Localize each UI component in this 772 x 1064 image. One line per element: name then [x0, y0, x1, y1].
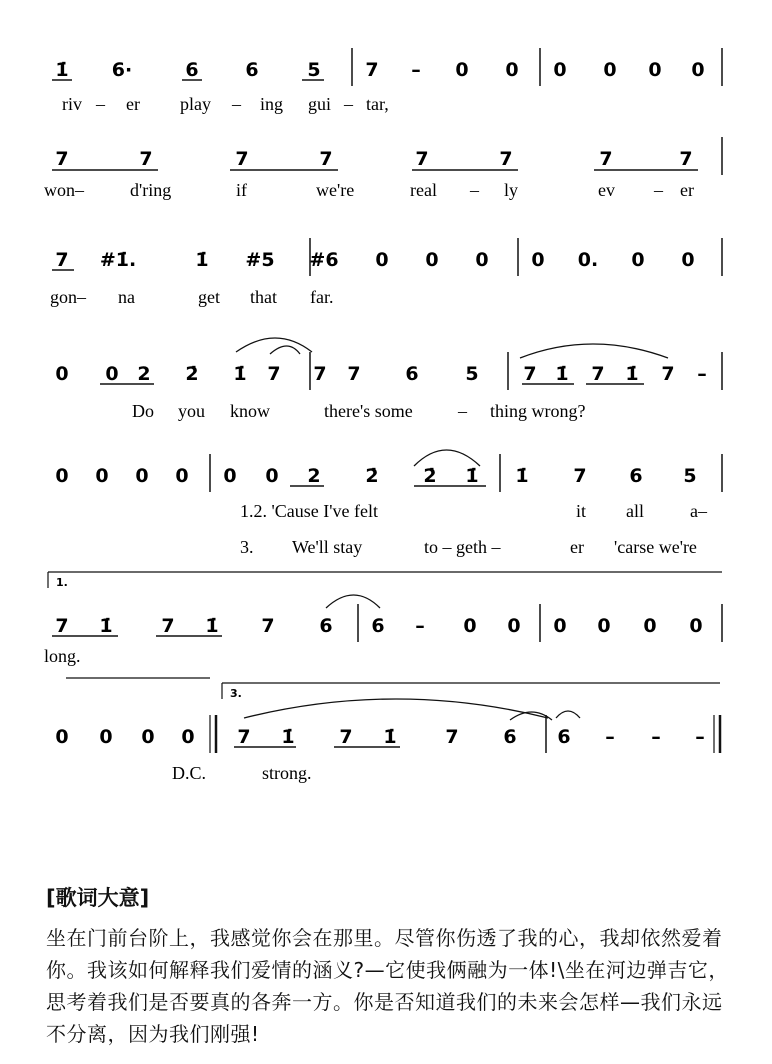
- lyric: 'carse we're: [614, 537, 697, 557]
- note: 6: [629, 465, 643, 487]
- note: –: [415, 615, 425, 637]
- note: 7: [237, 726, 251, 748]
- note: 1̇: [55, 59, 69, 81]
- lyrics-translation: 坐在门前台阶上，我感觉你会在那里。尽管你伤透了我的心，我却依然爱着你。我该如何解释我们爱情的涵义?—它使我俩融为一体!\坐在河边弹吉它，思考着我们是否要真的各奔一方。你是否知道我们的未来会怎样—我们永远不分离，因为我们刚强!: [46, 926, 729, 1046]
- note: #5: [245, 249, 275, 271]
- note: 6: [185, 59, 199, 81]
- note: 0: [141, 726, 155, 748]
- slur: [520, 344, 668, 358]
- note: 1̇: [195, 249, 209, 271]
- lyric: a–: [690, 501, 707, 521]
- lyric: know: [230, 401, 270, 421]
- note: 0: [531, 249, 545, 271]
- note: 7: [261, 615, 275, 637]
- note: 6: [405, 363, 419, 385]
- note: 6: [557, 726, 571, 748]
- note: 5: [683, 465, 697, 487]
- lyric: –: [96, 94, 105, 114]
- lyric: real: [410, 180, 437, 200]
- lyric: 1.2. 'Cause I've felt: [240, 501, 378, 521]
- note: 1̇: [383, 726, 397, 748]
- lyric: long.: [44, 646, 81, 666]
- note: 7: [339, 726, 353, 748]
- lyric: it: [576, 501, 587, 521]
- note: #6: [309, 249, 339, 271]
- note: 0: [463, 615, 477, 637]
- note: 0: [55, 363, 69, 385]
- lyric: tar,: [366, 94, 389, 114]
- note: –: [651, 726, 661, 748]
- note: 0: [507, 615, 521, 637]
- lyric: –: [232, 94, 241, 114]
- note: 0: [375, 249, 389, 271]
- note: 7: [661, 363, 675, 385]
- lyric: if: [236, 180, 247, 200]
- note: 0: [99, 726, 113, 748]
- lyric: that: [250, 287, 277, 307]
- note: 0: [95, 465, 109, 487]
- slur: [244, 699, 548, 718]
- slur: [556, 711, 580, 718]
- note: –: [697, 363, 707, 385]
- note: 0: [455, 59, 469, 81]
- lyric: –: [344, 94, 353, 114]
- note: 1̇: [515, 465, 529, 487]
- note: 7: [599, 148, 613, 170]
- note: #1̇.: [99, 249, 137, 271]
- lyric: all: [626, 501, 644, 521]
- lyric: er: [126, 94, 140, 114]
- lyric: na: [118, 287, 135, 307]
- note: 0: [553, 59, 567, 81]
- note: 2̇: [365, 465, 379, 487]
- lyric: D.C.: [172, 763, 207, 783]
- note: 0: [505, 59, 519, 81]
- note: 7: [679, 148, 693, 170]
- note: 0: [643, 615, 657, 637]
- lyric: gon–: [50, 287, 86, 307]
- note: 0: [223, 465, 237, 487]
- note: 1̇: [281, 726, 295, 748]
- section-title: [歌词大意]: [46, 886, 150, 910]
- note: 7: [445, 726, 459, 748]
- note: 1̇: [465, 465, 479, 487]
- note: 0: [181, 726, 195, 748]
- note: 0: [55, 726, 69, 748]
- note: 7: [267, 363, 281, 385]
- lyric: 3.: [240, 537, 254, 557]
- note: 0: [689, 615, 703, 637]
- note: 6: [503, 726, 517, 748]
- lyric: won–: [44, 180, 84, 200]
- note: 1̇: [555, 363, 569, 385]
- note: 0: [55, 465, 69, 487]
- slur: [414, 450, 480, 466]
- note: 7: [139, 148, 153, 170]
- lyric: We'll stay: [292, 537, 363, 557]
- lyric: you: [178, 401, 205, 421]
- note: 0: [631, 249, 645, 271]
- slur: [236, 338, 312, 352]
- note: 1̇: [625, 363, 639, 385]
- note: 2̇: [423, 465, 437, 487]
- lyric: we're: [316, 180, 355, 200]
- note: –: [605, 726, 615, 748]
- note: –: [695, 726, 705, 748]
- note: 7: [235, 148, 249, 170]
- note: 0: [691, 59, 705, 81]
- ending-number: 1.: [56, 576, 68, 589]
- note: 7: [415, 148, 429, 170]
- note: 0: [597, 615, 611, 637]
- note: 0: [135, 465, 149, 487]
- lyric: riv: [62, 94, 82, 114]
- note: –: [411, 59, 421, 81]
- note: 7: [591, 363, 605, 385]
- lyric: strong.: [262, 763, 312, 783]
- slur: [270, 346, 300, 354]
- note: 7: [573, 465, 587, 487]
- note: 6: [319, 615, 333, 637]
- lyric: ing: [260, 94, 284, 114]
- note: 7: [55, 249, 69, 271]
- slur: [326, 595, 380, 608]
- lyric: er: [570, 537, 584, 557]
- note: 7: [313, 363, 327, 385]
- lyric: –: [654, 180, 663, 200]
- note: 6: [371, 615, 385, 637]
- lyric: –: [470, 180, 479, 200]
- lyric: far.: [310, 287, 334, 307]
- lyric: to – geth –: [424, 537, 501, 557]
- lyric: get: [198, 287, 220, 307]
- note: 0: [603, 59, 617, 81]
- note: 7: [161, 615, 175, 637]
- note: 2: [137, 363, 151, 385]
- note: 7: [55, 148, 69, 170]
- lyric: d'ring: [130, 180, 172, 200]
- lyric: Do: [132, 401, 154, 421]
- note: 0: [475, 249, 489, 271]
- note: 6: [245, 59, 259, 81]
- note: 0: [105, 363, 119, 385]
- lyric: play: [180, 94, 211, 114]
- note: 6·: [111, 59, 133, 81]
- note: 7: [523, 363, 537, 385]
- lyric: er: [680, 180, 694, 200]
- note: 1̇: [99, 615, 113, 637]
- note: 0: [175, 465, 189, 487]
- note: 7: [499, 148, 513, 170]
- lyric: –: [458, 401, 467, 421]
- note: 7: [365, 59, 379, 81]
- lyric: there's some: [324, 401, 413, 421]
- note: 7: [319, 148, 333, 170]
- note: 1̇: [205, 615, 219, 637]
- lyric: ly: [504, 180, 519, 200]
- note: 0: [681, 249, 695, 271]
- note: 5: [465, 363, 479, 385]
- lyric: ev: [598, 180, 615, 200]
- note: 2̇: [185, 363, 199, 385]
- note: 0: [265, 465, 279, 487]
- lyric: gui: [308, 94, 332, 114]
- note: 7: [55, 615, 69, 637]
- note: 0.: [577, 249, 599, 271]
- note: 2: [307, 465, 321, 487]
- lyric: thing wrong?: [490, 401, 586, 421]
- note: 7: [347, 363, 361, 385]
- note: 0: [553, 615, 567, 637]
- note: 1̇: [233, 363, 247, 385]
- note: 0: [648, 59, 662, 81]
- note: 0: [425, 249, 439, 271]
- ending-number: 3.: [230, 687, 242, 700]
- note: 5: [307, 59, 321, 81]
